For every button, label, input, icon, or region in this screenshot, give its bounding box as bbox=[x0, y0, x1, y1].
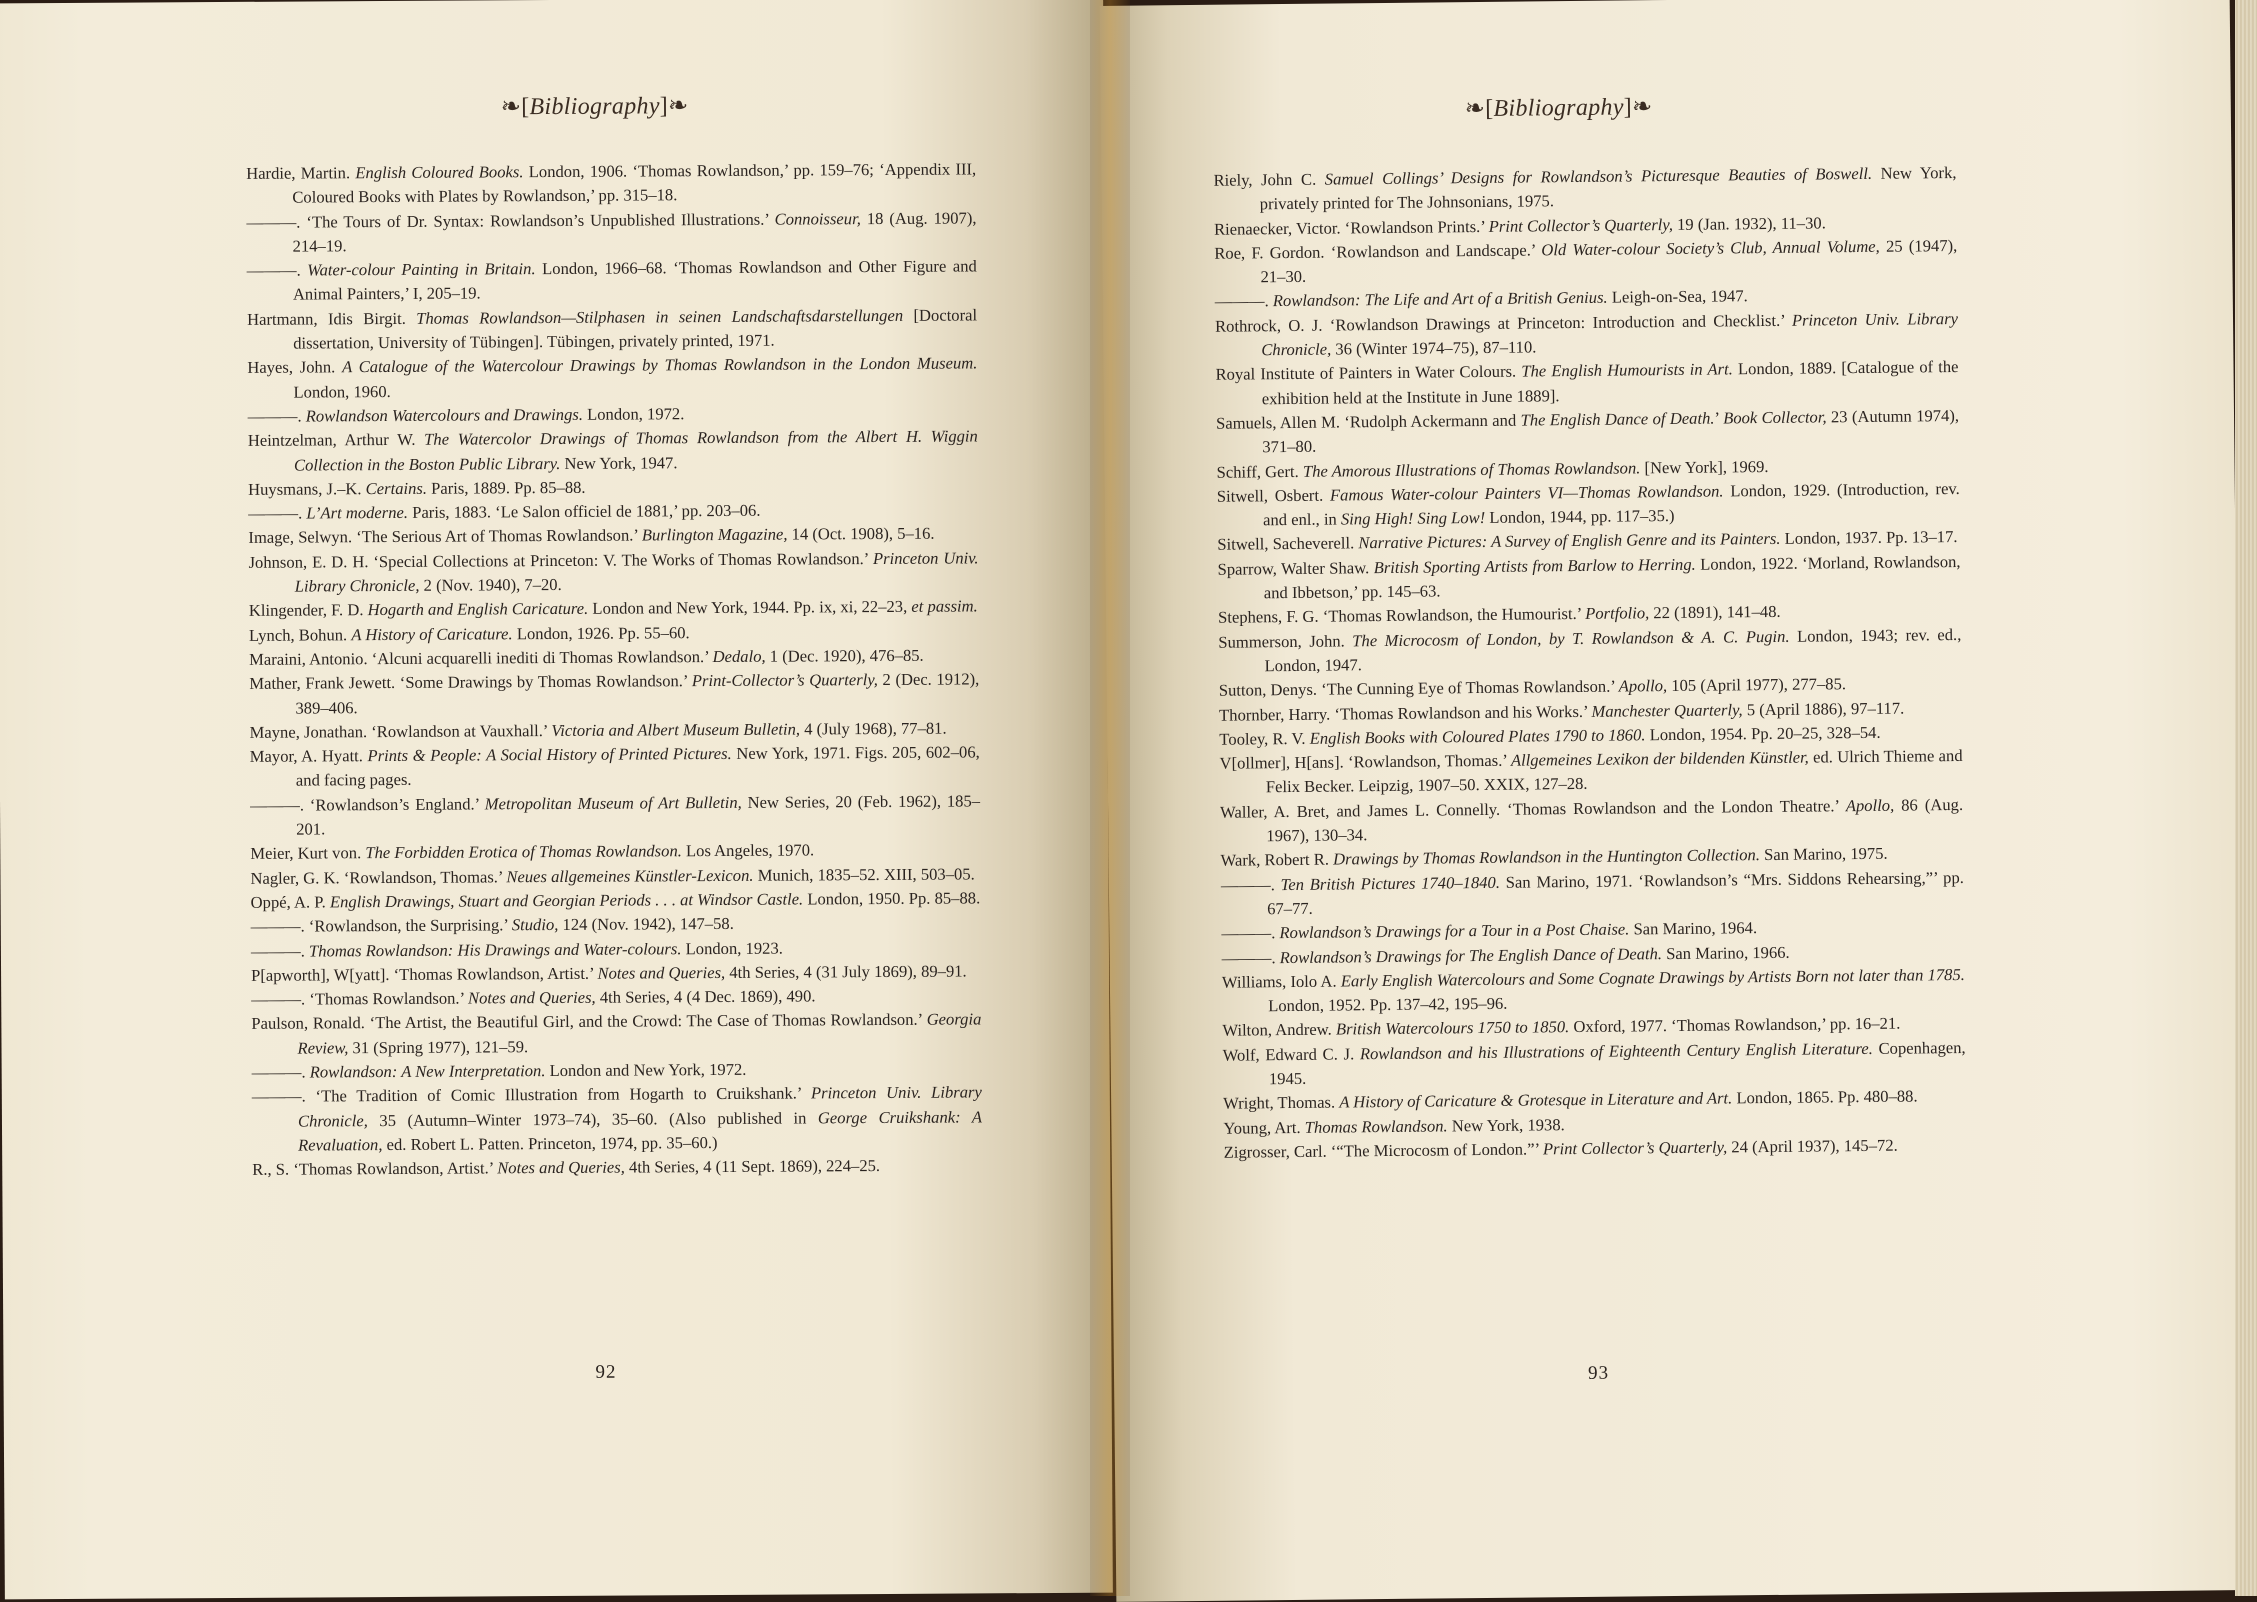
bibliography-entry: Royal Institute of Painters in Water Colours. The English Humourists in Art. London, 1889. [Catalogue of the exhibition held at the Institute in June 1889]. bbox=[1215, 357, 1959, 408]
bibliography-list bbox=[246, 157, 982, 1182]
bibliography-entry: ———. Water-colour Painting in Britain. London, 1966–68. ‘Thomas Rowlandson and Other Figure and Animal Painters,’ I, 205–19. bbox=[246, 256, 977, 305]
bibliography-entry: Paulson, Ronald. ‘The Artist, the Beautiful Girl, and the Crowd: The Case of Thomas Rowlandson.’ Georgia Review, 31 (Spring 1977), 121–59. bbox=[251, 1009, 982, 1058]
left-page bbox=[0, 0, 1113, 1599]
bibliography-entry: ———. ‘The Tours of Dr. Syntax: Rowlandson’s Unpublished Illustrations.’ Connoisseur, 18 (Aug. 1907), 214–19. bbox=[246, 208, 977, 256]
page-number: 92 bbox=[595, 1361, 617, 1383]
bibliography-entry: Riely, John C. Samuel Collings’ Designs for Rowlandson’s Picturesque Beauties of Boswell. New York, privately printed for The Johnsonians, 1975. bbox=[1213, 162, 1957, 214]
bibliography-entry: ———. ‘The Tradition of Comic Illustration from Hogarth to Cruikshank.’ Princeton Univ. Library Chronicle, 35 (Autumn–Winter 1973–74), 35–60. (Also published in George Cruikshank: A Revaluation, ed. Robert L. Patten. Princeton, 1974, pp. 35–60.) bbox=[251, 1082, 983, 1155]
bibliography-entry: Klingender, F. D. Hogarth and English Caricature. London and New York, 1944. Pp. ix, xi, 22–23, et passim. bbox=[248, 596, 978, 621]
bibliography-entry: Meier, Kurt von. The Forbidden Erotica of Thomas Rowlandson. Los Angeles, 1970. bbox=[250, 840, 815, 864]
bibliography-entry: Stephens, F. G. ‘Thomas Rowlandson, the Humourist.’ Portfolio, 22 (1891), 141–48. bbox=[1217, 602, 1781, 628]
bibliography-entry: Schiff, Gert. The Amorous Illustrations of Thomas Rowlandson. [New York], 1969. bbox=[1216, 456, 1769, 482]
bibliography-entry: R., S. ‘Thomas Rowlandson, Artist.’ Notes and Queries, 4th Series, 4 (11 Sept. 1869), 224–25. bbox=[252, 1156, 881, 1180]
right-page bbox=[1100, 0, 2247, 1602]
header-title: Bibliography bbox=[529, 93, 660, 121]
bibliography-entry: Hayes, John. A Catalogue of the Watercolour Drawings by Thomas Rowlandson in the London Museum. London, 1960. bbox=[247, 353, 978, 402]
bibliography-entry: ———. L’Art moderne. Paris, 1883. ‘Le Salon officiel de 1881,’ pp. 203–06. bbox=[248, 500, 761, 524]
bibliography-entry: ———. Rowlandson: The Life and Art of a British Genius. Leigh-on-Sea, 1947. bbox=[1214, 286, 1748, 312]
bibliography-entry: Zigrosser, Carl. ‘“The Microcosm of London.”’ Print Collector’s Quarterly, 24 (April 1937), 145–72. bbox=[1223, 1135, 1898, 1162]
bibliography-entry: ———. Rowlandson’s Drawings for a Tour in a Post Chaise. San Marino, 1964. bbox=[1221, 918, 1758, 943]
bibliography-entry: ———. Rowlandson’s Drawings for The English Dance of Death. San Marino, 1966. bbox=[1221, 942, 1790, 968]
bibliography-entry: Hartmann, Idis Birgit. Thomas Rowlandson—Stilphasen in seinen Landschaftsdarstellungen [Doctoral dissertation, University of Tübingen]. Tübingen, privately printed, 1971. bbox=[247, 305, 978, 353]
running-header bbox=[1465, 92, 1653, 123]
bibliography-entry: Lynch, Bohun. A History of Caricature. London, 1926. Pp. 55–60. bbox=[248, 622, 690, 645]
bibliography-entry: P[apworth], W[yatt]. ‘Thomas Rowlandson, Artist.’ Notes and Queries, 4th Series, 4 (31 July 1869), 89–91. bbox=[251, 961, 967, 985]
bibliography-entry: Samuels, Allen M. ‘Rudolph Ackermann and The English Dance of Death.’ Book Collector, 23 (Autumn 1974), 371–80. bbox=[1215, 405, 1960, 457]
ornament-left: ❧[ bbox=[500, 94, 530, 121]
bibliography-entry: Sitwell, Sacheverell. Narrative Pictures: A Survey of English Genre and its Painters. London, 1937. Pp. 13–17. bbox=[1217, 527, 1958, 555]
bibliography-entry: Heintzelman, Arthur W. The Watercolor Drawings of Thomas Rowlandson from the Albert H. Wiggin Collection in the Boston Public Library. New York, 1947. bbox=[247, 426, 978, 475]
bibliography-entry: Nagler, G. K. ‘Rowlandson, Thomas.’ Neues allgemeines Künstler-Lexicon. Munich, 1835–52. XIII, 503–05. bbox=[250, 864, 975, 888]
bibliography-entry: Mather, Frank Jewett. ‘Some Drawings by Thomas Rowlandson.’ Print-Collector’s Quarterly, 2 (Dec. 1912), 389–406. bbox=[249, 669, 980, 718]
ornament-right: ]❧ bbox=[1623, 94, 1653, 121]
bibliography-entry: Tooley, R. V. English Books with Coloured Plates 1790 to 1860. London, 1954. Pp. 20–25, 328–54. bbox=[1219, 722, 1881, 749]
bibliography-entry: Rienaecker, Victor. ‘Rowlandson Prints.’ Print Collector’s Quarterly, 19 (Jan. 1932), 11–30. bbox=[1213, 212, 1826, 239]
bibliography-entry: Huysmans, J.–K. Certains. Paris, 1889. Pp. 85–88. bbox=[248, 477, 586, 499]
bibliography-entry: Image, Selwyn. ‘The Serious Art of Thomas Rowlandson.’ Burlington Magazine, 14 (Oct. 1908), 5–16. bbox=[248, 524, 935, 548]
bibliography-entry: ———. Ten British Pictures 1740–1840. San Marino, 1971. ‘Rowlandson’s “Mrs. Siddons Rehearsing,”’ pp. 67–77. bbox=[1220, 867, 1964, 919]
bibliography-entry: Wolf, Edward C. J. Rowlandson and his Illustrations of Eighteenth Century English Literature. Copenhagen, 1945. bbox=[1222, 1037, 1966, 1089]
bibliography-entry: ———. Rowlandson: A New Interpretation. London and New York, 1972. bbox=[251, 1059, 747, 1082]
bibliography-entry: ———. ‘Rowlandson’s England.’ Metropolitan Museum of Art Bulletin, New Series, 20 (Feb. 1962), 185–201. bbox=[249, 791, 981, 839]
ornament-left: ❧[ bbox=[1464, 95, 1494, 123]
bibliography-entry: Mayne, Jonathan. ‘Rowlandson at Vauxhall.’ Victoria and Albert Museum Bulletin, 4 (July 1968), 77–81. bbox=[249, 718, 947, 742]
page-edges bbox=[2235, 0, 2257, 1596]
bibliography-entry: ———. ‘Rowlandson, the Surprising.’ Studio, 124 (Nov. 1942), 147–58. bbox=[250, 914, 734, 937]
bibliography-entry: Williams, Iolo A. Early English Watercolours and Some Cognate Drawings by Artists Born not later than 1785. London, 1952. Pp. 137–42, 195–96. bbox=[1221, 964, 1965, 1016]
bibliography-entry: Sutton, Denys. ‘The Cunning Eye of Thomas Rowlandson.’ Apollo, 105 (April 1977), 277–85. bbox=[1218, 674, 1847, 700]
header-title: Bibliography bbox=[1493, 94, 1624, 122]
bibliography-entry: Waller, A. Bret, and James L. Connelly. ‘Thomas Rowlandson and the London Theatre.’ Apollo, 86 (Aug. 1967), 130–34. bbox=[1220, 794, 1964, 846]
page-number: 93 bbox=[1587, 1362, 1610, 1384]
bibliography-entry: ———. Thomas Rowlandson: His Drawings and Water-colours. London, 1923. bbox=[250, 938, 783, 961]
bibliography-entry: V[ollmer], H[ans]. ‘Rowlandson, Thomas.’ Allgemeines Lexikon der bildenden Künstler, ed. Ulrich Thieme and Felix Becker. Leipzig, 1907–50. XXIX, 127–28. bbox=[1219, 746, 1963, 797]
bibliography-entry: Wark, Robert R. Drawings by Thomas Rowlandson in the Huntington Collection. San Marino, 1975. bbox=[1220, 844, 1888, 871]
bibliography-entry: Rothrock, O. J. ‘Rowlandson Drawings at Princeton: Introduction and Checklist.’ Princeton Univ. Library Chronicle, 36 (Winter 1974–75), 87–110. bbox=[1214, 308, 1959, 360]
bibliography-entry: Oppé, A. P. English Drawings, Stuart and Georgian Periods . . . at Windsor Castle. London, 1950. Pp. 85–88. bbox=[250, 888, 981, 912]
bibliography-entry: Roe, F. Gordon. ‘Rowlandson and Landscape.’ Old Water-colour Society’s Club, Annual Volume, 25 (1947), 21–30. bbox=[1214, 235, 1958, 287]
bibliography-entry: Maraini, Antonio. ‘Alcuni acquarelli inediti di Thomas Rowlandson.’ Dedalo, 1 (Dec. 1920), 476–85. bbox=[249, 645, 924, 669]
bibliography-entry: Mayor, A. Hyatt. Prints & People: A Social History of Printed Pictures. New York, 1971. Figs. 205, 602–06, and facing pages. bbox=[249, 742, 980, 790]
bibliography-list bbox=[1213, 161, 1966, 1165]
bibliography-entry: Hardie, Martin. English Coloured Books. London, 1906. ‘Thomas Rowlandson,’ pp. 159–76; ‘Appendix III, Coloured Books with Plates by Rowlandson,’ pp. 315–18. bbox=[246, 159, 977, 207]
ornament-right: ]❧ bbox=[659, 93, 689, 120]
bibliography-entry: Wilton, Andrew. British Watercolours 1750 to 1850. Oxford, 1977. ‘Thomas Rowlandson,’ pp. 16–21. bbox=[1222, 1014, 1901, 1041]
running-header bbox=[501, 91, 689, 121]
bibliography-entry: Sparrow, Walter Shaw. British Sporting Artists from Barlow to Herring. London, 1922. ‘Morland, Rowlandson, and Ibbetson,’ pp. 145–63. bbox=[1217, 551, 1961, 603]
bibliography-entry: ———. ‘Thomas Rowlandson.’ Notes and Queries, 4th Series, 4 (4 Dec. 1869), 490. bbox=[251, 986, 816, 1009]
bibliography-entry: Sitwell, Osbert. Famous Water-colour Painters VI—Thomas Rowlandson. London, 1929. (Introduction, rev. and enl., in Sing High! Sing Low! London, 1944, pp. 117–35.) bbox=[1216, 478, 1960, 530]
bibliography-entry: ———. Rowlandson Watercolours and Drawings. London, 1972. bbox=[247, 404, 685, 426]
book-gutter bbox=[1090, 0, 1130, 1596]
bibliography-entry: Young, Art. Thomas Rowlandson. New York, 1938. bbox=[1223, 1114, 1565, 1138]
bibliography-entry: Johnson, E. D. H. ‘Special Collections at Princeton: V. The Works of Thomas Rowlandson.’ Princeton Univ. Library Chronicle, 2 (Nov. 1940), 7–20. bbox=[248, 548, 979, 596]
bibliography-entry: Summerson, John. The Microcosm of London, by T. Rowlandson & A. C. Pugin. London, 1943; rev. ed., London, 1947. bbox=[1218, 624, 1962, 676]
bibliography-entry: Wright, Thomas. A History of Caricature & Grotesque in Literature and Art. London, 1865. Pp. 480–88. bbox=[1223, 1086, 1918, 1114]
bibliography-entry: Thornber, Harry. ‘Thomas Rowlandson and his Works.’ Manchester Quarterly, 5 (April 1886), 97–117. bbox=[1219, 698, 1905, 725]
